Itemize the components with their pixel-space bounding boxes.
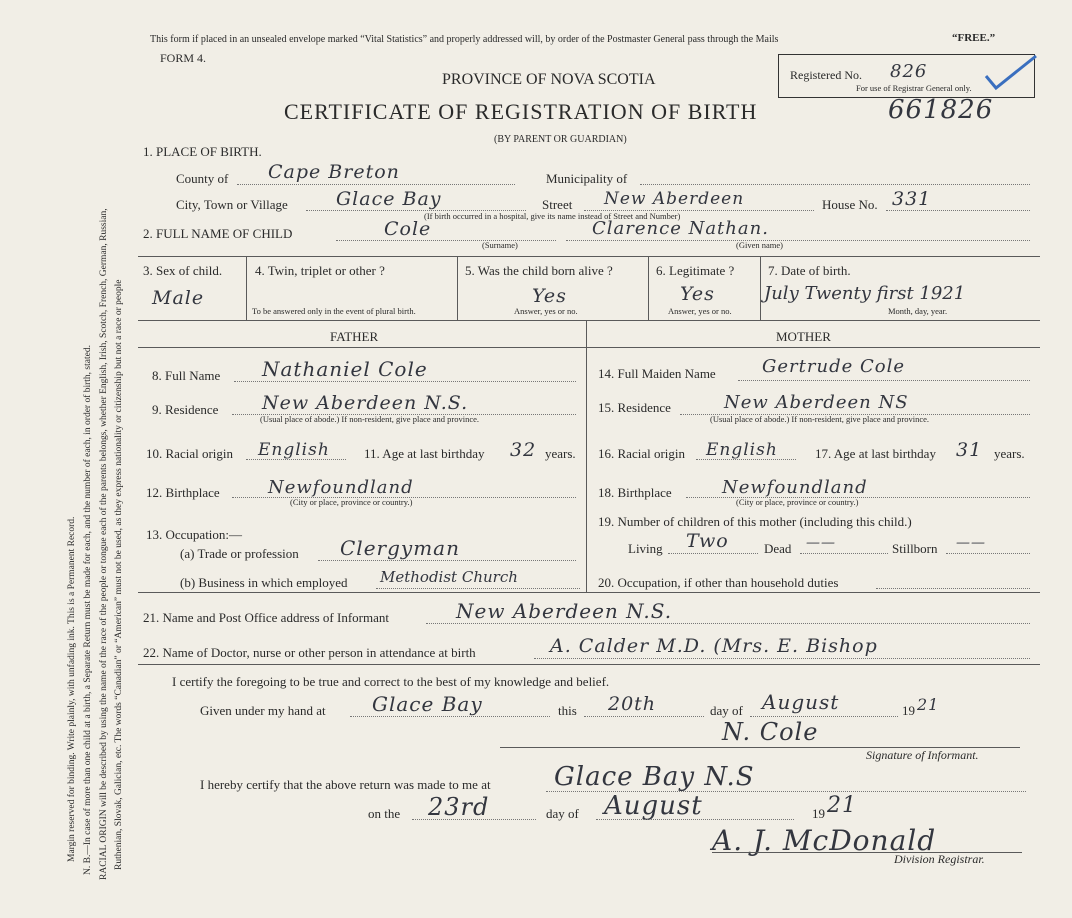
row3-bottom-rule	[138, 320, 1040, 321]
check-mark-icon	[982, 52, 1042, 92]
birthdate-label: 7. Date of birth.	[768, 263, 851, 278]
cert-year-value: 21	[917, 695, 940, 714]
this-label: this	[558, 703, 577, 718]
living-label: Living	[628, 541, 663, 556]
mother-name-label: 14. Full Maiden Name	[598, 366, 716, 381]
street-label: Street	[542, 197, 573, 212]
sex-label: 3. Sex of child.	[143, 263, 223, 278]
mother-race-line	[696, 459, 796, 460]
certify-statement: I certify the foregoing to be true and correct to the best of my knowledge and belief.	[172, 674, 610, 689]
father-birthplace-value: Newfoundland	[268, 477, 414, 498]
mother-residence-note: (Usual place of abode.) If non-resident, give place and province.	[710, 414, 930, 424]
county-line	[237, 184, 515, 185]
mother-race-label: 16. Racial origin	[598, 446, 686, 461]
free-notice: “FREE.”	[952, 32, 996, 44]
parents-divider	[586, 320, 587, 592]
margin-note-4: Ruthenian, Slovak, Galician, etc. The words “Canadian” or “American” must not be used, as they express nationality or citizenship but not a race or people	[114, 279, 124, 870]
given-note: (Given name)	[736, 240, 783, 250]
mother-name-line	[738, 380, 1030, 381]
business-label: (b) Business in which employed	[180, 575, 348, 590]
doctor-label: 22. Name of Doctor, nurse or other person in attendance at birth	[143, 645, 476, 660]
father-residence-label: 9. Residence	[152, 402, 219, 417]
registrar-statement: I hereby certify that the above return was made to me at	[200, 777, 491, 792]
form-number: FORM 4.	[160, 51, 207, 65]
father-heading: FATHER	[330, 329, 379, 344]
county-label: County of	[176, 171, 229, 186]
given-under-label: Given under my hand at	[200, 703, 326, 718]
given-place-line	[350, 716, 550, 717]
father-residence-note: (Usual place of abode.) If non-resident, give place and province.	[260, 414, 480, 424]
registrar-year-value: 21	[827, 793, 857, 818]
stillborn-line	[946, 553, 1030, 554]
mother-birthplace-label: 18. Birthplace	[598, 485, 672, 500]
sex-value: Male	[152, 287, 205, 309]
father-race-label: 10. Racial origin	[146, 446, 234, 461]
father-birthplace-label: 12. Birthplace	[146, 485, 220, 500]
dead-line	[800, 553, 888, 554]
certificate-title: CERTIFICATE OF REGISTRATION OF BIRTH	[284, 99, 758, 124]
child-given-line	[566, 240, 1030, 241]
row3-top-rule	[138, 256, 1040, 257]
county-value: Cape Breton	[268, 161, 400, 183]
father-age-label: 11. Age at last birthday	[364, 446, 485, 461]
margin-note-1: Margin reserved for binding. Write plainly, with unfading ink. This is a Permanent Record.	[67, 516, 77, 862]
cert-day-line	[584, 716, 704, 717]
business-line	[376, 588, 580, 589]
birthdate-note: Month, day, year.	[888, 306, 948, 316]
hospital-note: (If birth occurred in a hospital, give its name instead of Street and Number)	[424, 211, 681, 221]
trade-value: Clergyman	[340, 536, 460, 560]
mother-occupation-line	[876, 588, 1030, 589]
doctor-line	[534, 658, 1030, 659]
mother-residence-value: New Aberdeen NS	[724, 392, 909, 413]
registrar-place-value: Glace Bay N.S	[554, 762, 755, 792]
province-heading: PROVINCE OF NOVA SCOTIA	[442, 71, 656, 88]
row3-divider-2	[457, 256, 458, 320]
registrar-day-of-label: day of	[546, 806, 579, 821]
father-name-label: 8. Full Name	[152, 368, 221, 383]
informant-line	[426, 623, 1030, 624]
father-age-value: 32	[510, 439, 537, 461]
informant-label: 21. Name and Post Office address of Informant	[143, 610, 389, 625]
row3-divider-4	[760, 256, 761, 320]
registrar-signature-label: Division Registrar.	[894, 852, 985, 866]
father-race-line	[246, 459, 346, 460]
row3-divider-1	[246, 256, 247, 320]
dead-value: ——	[806, 535, 836, 551]
dead-label: Dead	[764, 541, 792, 556]
stillborn-value: ——	[956, 535, 986, 551]
legitimate-note: Answer, yes or no.	[668, 306, 732, 316]
file-number: 661826	[888, 95, 994, 125]
trade-label: (a) Trade or profession	[180, 546, 299, 561]
living-value: Two	[686, 530, 729, 552]
house-label: House No.	[822, 197, 878, 212]
informant-value: New Aberdeen N.S.	[456, 599, 673, 623]
cert-day-of-label: day of	[710, 703, 743, 718]
certification-rule	[138, 664, 1040, 665]
city-label: City, Town or Village	[176, 197, 288, 212]
house-value: 331	[892, 188, 932, 210]
margin-note-2: N. B.—In case of more than one child at a birth, a Separate Return must be made for each, and the number of each, in order of birth, stated.	[83, 345, 93, 875]
registered-note: For use of Registrar General only.	[856, 83, 972, 93]
registered-label: Registered No.	[790, 68, 862, 82]
informant-signature-label: Signature of Informant.	[866, 748, 979, 762]
mother-birthplace-value: Newfoundland	[722, 477, 868, 498]
alive-note: Answer, yes or no.	[514, 306, 578, 316]
father-name-line	[234, 381, 576, 382]
twin-note: To be answered only in the event of plural birth.	[252, 306, 416, 316]
occupation-label: 13. Occupation:—	[146, 527, 243, 542]
legitimate-value: Yes	[680, 283, 715, 305]
mother-race-value: English	[706, 440, 778, 460]
registered-number: 826	[890, 61, 928, 82]
mother-residence-label: 15. Residence	[598, 400, 671, 415]
registrar-month-value: August	[604, 791, 703, 821]
informant-signature: N. Cole	[722, 718, 819, 746]
stillborn-label: Stillborn	[892, 541, 938, 556]
registrar-on-label: on the	[368, 806, 401, 821]
mother-age-label: 17. Age at last birthday	[815, 446, 936, 461]
parents-rule	[138, 347, 1040, 348]
child-name-label: 2. FULL NAME OF CHILD	[143, 226, 293, 241]
cert-year-prefix: 19	[902, 703, 915, 718]
mother-birthplace-note: (City or place, province or country.)	[736, 497, 859, 507]
given-place-value: Glace Bay	[372, 692, 483, 716]
alive-value: Yes	[532, 285, 567, 307]
registrar-year-prefix: 19	[812, 806, 825, 821]
father-birthplace-note: (City or place, province or country.)	[290, 497, 413, 507]
mother-name-value: Gertrude Cole	[762, 356, 905, 377]
twin-label: 4. Twin, triplet or other ?	[255, 263, 385, 278]
surname-note: (Surname)	[482, 240, 518, 250]
registrar-signature: A. J. McDonald	[712, 824, 937, 857]
mother-age-value: 31	[956, 439, 983, 461]
father-race-value: English	[258, 440, 330, 460]
doctor-value: A. Calder M.D. (Mrs. E. Bishop	[550, 635, 878, 657]
registrar-day-value: 23rd	[428, 793, 490, 821]
postal-notice: This form if placed in an unsealed envelope marked “Vital Statistics” and properly addressed will, by order of the Postmaster General pass through the Mails	[150, 34, 779, 45]
certificate-subtitle: (BY PARENT OR GUARDIAN)	[494, 134, 627, 145]
children-count-label: 19. Number of children of this mother (including this child.)	[598, 514, 912, 529]
municipality-line	[640, 184, 1030, 185]
place-of-birth-label: 1. PLACE OF BIRTH.	[143, 144, 262, 159]
house-line	[886, 210, 1030, 211]
mother-heading: MOTHER	[776, 329, 831, 344]
cert-month-line	[750, 716, 898, 717]
mother-years-label: years.	[994, 446, 1025, 461]
birthdate-value: July Twenty first 1921	[764, 283, 966, 304]
father-name-value: Nathaniel Cole	[262, 357, 428, 381]
child-surname-line	[336, 240, 556, 241]
mother-occupation-label: 20. Occupation, if other than household duties	[598, 575, 839, 590]
cert-month-value: August	[762, 690, 840, 714]
father-residence-value: New Aberdeen N.S.	[262, 392, 469, 414]
alive-label: 5. Was the child born alive ?	[465, 263, 613, 278]
municipality-label: Municipality of	[546, 171, 628, 186]
father-years-label: years.	[545, 446, 576, 461]
registrar-month-line	[596, 819, 794, 820]
row3-divider-3	[648, 256, 649, 320]
child-given-value: Clarence Nathan.	[592, 218, 769, 239]
child-surname-value: Cole	[384, 218, 432, 240]
city-value: Glace Bay	[336, 188, 442, 210]
street-value: New Aberdeen	[604, 189, 745, 209]
business-value: Methodist Church	[380, 568, 518, 586]
living-line	[668, 553, 758, 554]
cert-day-value: 20th	[608, 693, 657, 715]
margin-note-3: RACIAL ORIGIN will be described by using the name of the race of the people or tongue each of the parents belongs, whether English, Irish, Scotch, French, German, Russian,	[99, 208, 109, 880]
legitimate-label: 6. Legitimate ?	[656, 263, 735, 278]
parents-bottom-rule	[138, 592, 1040, 593]
registrar-day-line	[412, 819, 536, 820]
trade-line	[318, 560, 576, 561]
